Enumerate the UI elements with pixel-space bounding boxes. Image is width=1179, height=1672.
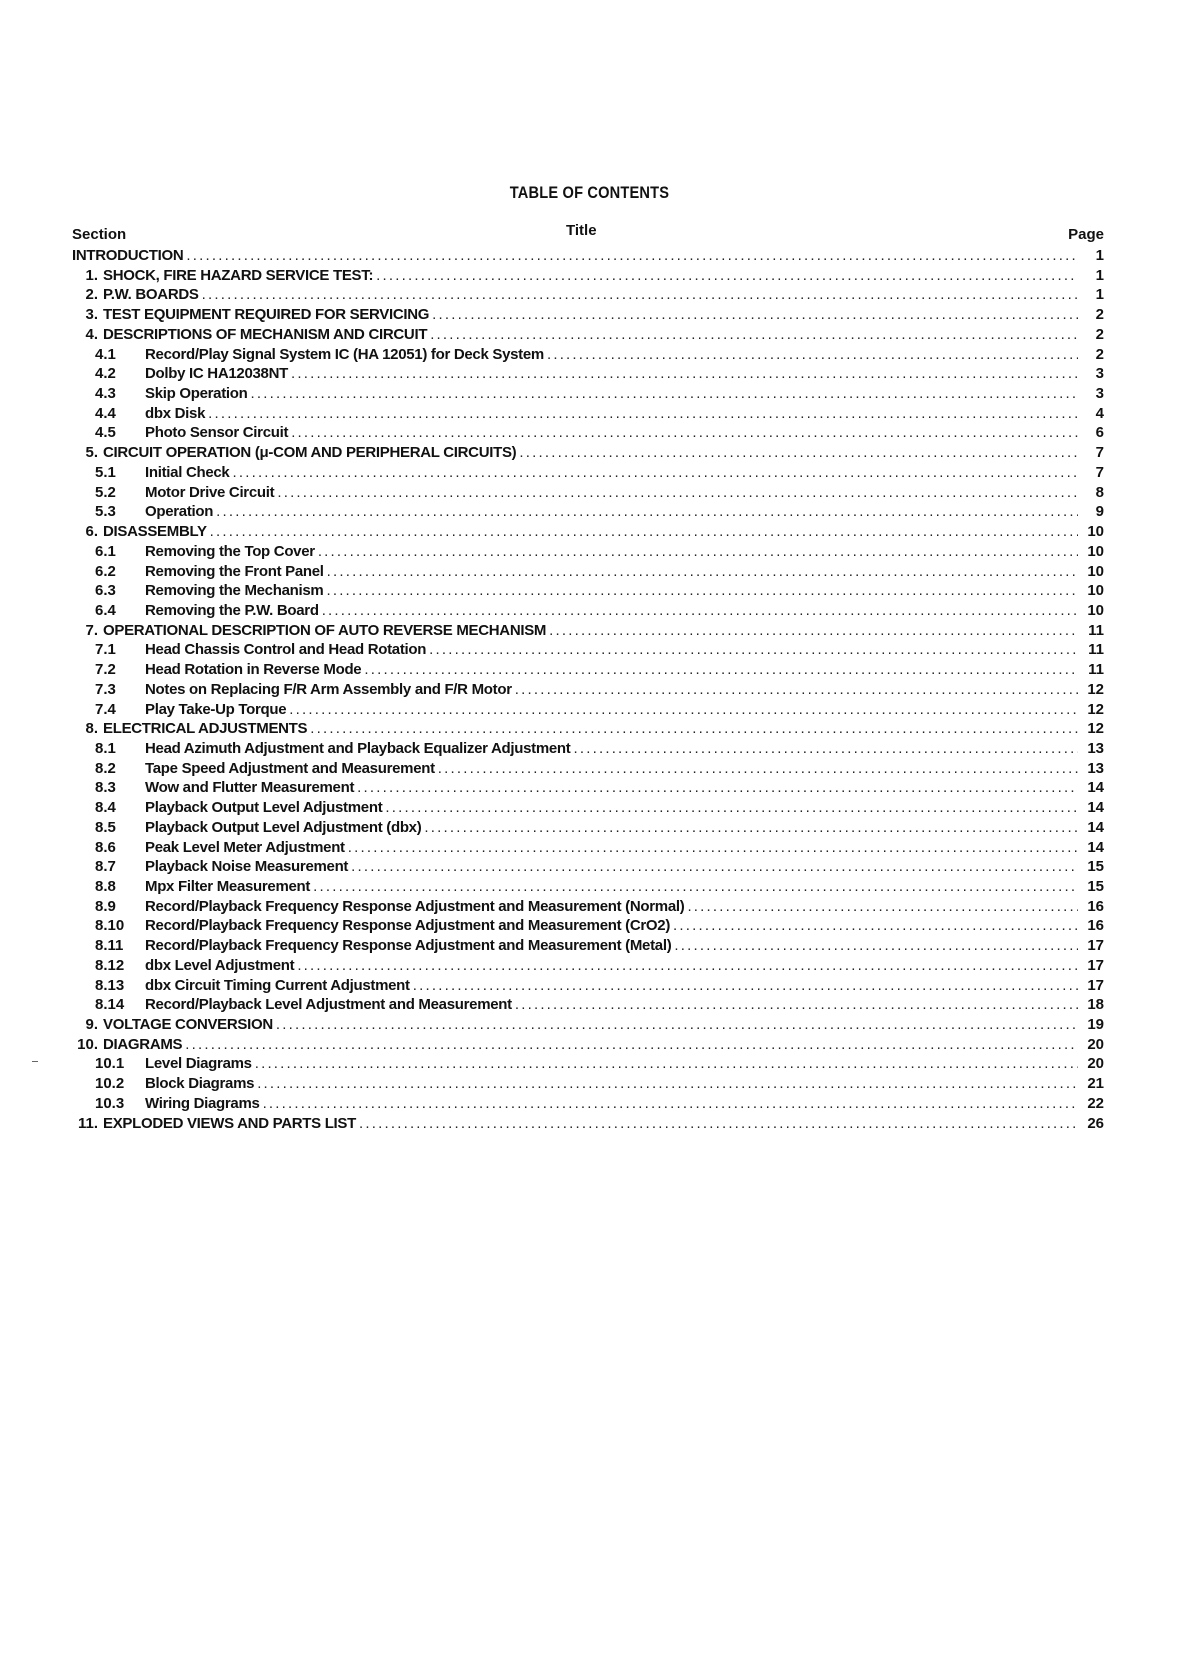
toc-entry-page: 17	[1087, 956, 1104, 974]
toc-entry-page: 10	[1087, 601, 1104, 619]
toc-entry-title: Notes on Replacing F/R Arm Assembly and F/R Motor	[145, 680, 512, 698]
dot-leader	[348, 857, 1078, 877]
toc-entry-page: 20	[1087, 1035, 1104, 1053]
toc-entry-page: 19	[1087, 1016, 1104, 1034]
toc-entry-page: 10	[1087, 582, 1104, 600]
toc-entry-title: Motor Drive Circuit	[145, 483, 275, 501]
toc-list	[72, 246, 1104, 1133]
dot-leader	[252, 1054, 1078, 1074]
toc-entry-number: 10.3	[95, 1094, 125, 1112]
dot-leader	[260, 1094, 1078, 1114]
toc-entry	[72, 502, 1104, 522]
toc-entry-title: Record/Playback Frequency Response Adjustment and Measurement (CrO2)	[145, 917, 671, 935]
toc-entry	[72, 719, 1104, 739]
toc-entry-number: 8.8	[95, 878, 116, 895]
dot-leader	[288, 423, 1078, 443]
dot-leader	[205, 404, 1078, 424]
toc-entry-page: 4	[1095, 404, 1104, 422]
toc-entry	[72, 936, 1104, 956]
toc-entry-title: Mpx Filter Measurement	[145, 878, 311, 895]
toc-entry-number: 5.1	[95, 463, 116, 481]
toc-entry-page: 7	[1095, 444, 1104, 462]
dot-leader	[544, 345, 1078, 365]
toc-entry-page: 16	[1087, 897, 1104, 915]
toc-entry	[72, 404, 1104, 424]
dot-leader	[323, 581, 1078, 601]
toc-entry-title: ELECTRICAL ADJUSTMENTS	[103, 720, 308, 738]
dot-leader	[310, 877, 1078, 897]
toc-entry-page: 14	[1087, 818, 1104, 836]
page-column-header: Page	[1068, 226, 1104, 243]
toc-entry	[72, 364, 1104, 384]
toc-entry-title: Record/Playback Level Adjustment and Measurement	[145, 996, 512, 1014]
dot-leader	[670, 916, 1078, 936]
toc-entry-page: 1	[1095, 266, 1104, 284]
toc-entry-number: 3.	[85, 306, 98, 324]
toc-entry	[72, 601, 1104, 621]
toc-entry	[72, 778, 1104, 798]
toc-entry-title: Dolby IC HA12038NT	[145, 365, 288, 383]
dot-leader	[570, 739, 1078, 759]
toc-entry-title: Playback Output Level Adjustment (dbx)	[145, 818, 422, 836]
toc-entry	[72, 581, 1104, 601]
toc-entry-title: Playback Output Level Adjustment	[145, 799, 383, 817]
toc-entry-title: dbx Circuit Timing Current Adjustment	[145, 976, 410, 994]
toc-entry-title: TEST EQUIPMENT REQUIRED FOR SERVICING	[103, 306, 430, 324]
toc-entry	[72, 995, 1104, 1015]
toc-entry-page: 1	[1095, 286, 1104, 304]
toc-entry-number: 5.2	[95, 483, 116, 501]
toc-entry-title: Playback Noise Measurement	[145, 858, 349, 876]
dot-leader	[207, 522, 1078, 542]
toc-entry-page: 3	[1095, 365, 1104, 383]
toc-entry-number: 8.5	[95, 818, 116, 836]
toc-entry-number: 8.10	[95, 917, 125, 935]
toc-entry	[72, 423, 1104, 443]
dot-leader	[382, 798, 1078, 818]
dot-leader	[684, 897, 1078, 917]
dot-leader	[319, 601, 1078, 621]
dot-leader	[199, 285, 1078, 305]
dot-leader	[427, 325, 1078, 345]
toc-entry-title: Record/Play Signal System IC (HA 12051) for Deck System	[145, 345, 544, 363]
toc-entry-title: Head Azimuth Adjustment and Playback Equalizer Adjustment	[145, 739, 571, 757]
toc-entry	[72, 305, 1104, 325]
toc-entry-title: Removing the P.W. Board	[145, 601, 319, 619]
toc-entry	[72, 285, 1104, 305]
toc-entry	[72, 266, 1104, 286]
toc-entry-page: 2	[1095, 345, 1104, 363]
toc-entry	[72, 345, 1104, 365]
dot-leader	[546, 621, 1078, 641]
toc-entry	[72, 877, 1104, 897]
toc-entry	[72, 838, 1104, 858]
toc-entry-page: 2	[1095, 325, 1104, 343]
toc-entry	[72, 700, 1104, 720]
toc-entry-number: 8.3	[95, 779, 116, 797]
toc-entry-page: 16	[1087, 917, 1104, 935]
toc-entry-title: INTRODUCTION	[72, 247, 184, 264]
toc-entry	[72, 325, 1104, 345]
toc-entry-title: Initial Check	[145, 463, 230, 481]
toc-entry	[72, 680, 1104, 700]
toc-entry-title: CIRCUIT OPERATION (μ-COM AND PERIPHERAL CIRCUITS)	[103, 444, 517, 462]
toc-entry	[72, 1015, 1104, 1035]
dot-leader	[356, 1114, 1078, 1134]
toc-entry-page: 21	[1087, 1075, 1104, 1093]
toc-entry-page: 17	[1087, 937, 1104, 955]
toc-entry-number: 4.5	[95, 424, 116, 442]
toc-entry-page: 12	[1087, 700, 1104, 718]
toc-entry	[72, 897, 1104, 917]
dot-leader	[429, 305, 1078, 325]
toc-entry-number: 8.11	[95, 937, 124, 955]
toc-entry-page: 11	[1088, 661, 1104, 679]
toc-entry-number: 11.	[77, 1114, 98, 1132]
toc-entry-number: 8.7	[95, 858, 116, 876]
toc-entry-page: 8	[1095, 483, 1104, 501]
toc-entry-page: 6	[1095, 424, 1104, 442]
toc-entry-page: 22	[1087, 1094, 1104, 1112]
toc-entry-title: Head Rotation in Reverse Mode	[145, 661, 362, 679]
toc-entry	[72, 522, 1104, 542]
toc-entry-number: 8.4	[95, 799, 116, 817]
dot-leader	[294, 956, 1078, 976]
dot-leader	[324, 562, 1078, 582]
toc-entry-number: 10.2	[95, 1075, 125, 1093]
title-column-header: Title	[566, 222, 597, 239]
toc-entry-page: 17	[1087, 976, 1104, 994]
column-headers	[72, 222, 1104, 242]
toc-entry-page: 2	[1095, 306, 1104, 324]
toc-entry-page: 10	[1087, 542, 1104, 560]
dot-leader	[182, 1035, 1078, 1055]
toc-entry-number: 7.4	[95, 700, 116, 718]
toc-entry-title: Wow and Flutter Measurement	[145, 779, 355, 797]
section-column-header: Section	[72, 226, 127, 243]
toc-entry	[72, 857, 1104, 877]
toc-entry-title: Removing the Mechanism	[145, 582, 324, 600]
toc-entry	[72, 956, 1104, 976]
toc-entry-page: 11	[1088, 641, 1104, 659]
toc-entry	[72, 483, 1104, 503]
toc-entry-number: 8.6	[95, 838, 116, 856]
toc-entry-number: 4.	[85, 325, 98, 343]
toc-entry-page: 26	[1087, 1114, 1104, 1132]
toc-entry-number: 4.4	[95, 404, 116, 422]
toc-entry-number: 8.2	[95, 759, 116, 777]
dot-leader	[426, 640, 1078, 660]
toc-entry-page: 13	[1087, 739, 1104, 757]
toc-entry-title: DISASSEMBLY	[103, 523, 207, 541]
toc-entry-title: DESCRIPTIONS OF MECHANISM AND CIRCUIT	[103, 325, 428, 343]
toc-entry-page: 14	[1087, 799, 1104, 817]
toc-entry-number: 9.	[85, 1016, 98, 1034]
toc-entry-page: 10	[1087, 562, 1104, 580]
dot-leader	[361, 660, 1078, 680]
toc-entry-title: EXPLODED VIEWS AND PARTS LIST	[103, 1114, 356, 1132]
toc-entry-page: 12	[1087, 720, 1104, 738]
toc-entry-page: 11	[1088, 621, 1104, 639]
toc-entry-title: dbx Disk	[145, 404, 206, 422]
toc-entry	[72, 246, 1104, 266]
dot-leader	[315, 542, 1078, 562]
toc-entry-number: 7.	[85, 621, 98, 639]
page-title: TABLE OF CONTENTS	[509, 183, 670, 202]
toc-entry-page: 13	[1087, 759, 1104, 777]
dot-leader	[286, 700, 1078, 720]
toc-entry	[72, 916, 1104, 936]
toc-entry-title: Operation	[145, 503, 214, 521]
toc-entry	[72, 1054, 1104, 1074]
toc-entry-number: 8.1	[95, 739, 116, 757]
toc-entry-title: Peak Level Meter Adjustment	[145, 838, 345, 856]
toc-entry	[72, 562, 1104, 582]
toc-entry	[72, 621, 1104, 641]
toc-entry-number: 10.1	[95, 1055, 125, 1073]
toc-entry-title: Tape Speed Adjustment and Measurement	[145, 759, 435, 777]
toc-entry	[72, 798, 1104, 818]
toc-entry	[72, 1035, 1104, 1055]
scan-mark	[32, 1061, 38, 1062]
toc-entry-number: 7.1	[95, 641, 116, 659]
toc-entry-number: 1.	[85, 266, 98, 284]
dot-leader	[354, 778, 1078, 798]
toc-entry-title: Block Diagrams	[145, 1075, 255, 1093]
toc-entry	[72, 384, 1104, 404]
toc-entry-page: 15	[1087, 858, 1104, 876]
toc-entry-title: P.W. BOARDS	[103, 286, 199, 304]
toc-entry-number: 7.3	[95, 680, 116, 698]
toc-entry-page: 10	[1087, 523, 1104, 541]
toc-entry-title: OPERATIONAL DESCRIPTION OF AUTO REVERSE MECHANISM	[103, 621, 547, 639]
toc-entry-page: 14	[1087, 838, 1104, 856]
toc-entry-page: 20	[1087, 1055, 1104, 1073]
toc-entry-page: 7	[1095, 463, 1104, 481]
toc-entry-number: 6.2	[95, 562, 116, 580]
dot-leader	[512, 995, 1078, 1015]
toc-entry-number: 6.3	[95, 582, 116, 600]
toc-entry	[72, 542, 1104, 562]
toc-entry	[72, 1074, 1104, 1094]
dot-leader	[273, 1015, 1078, 1035]
toc-entry-title: Record/Playback Frequency Response Adjustment and Measurement (Metal)	[145, 937, 672, 955]
dot-leader	[254, 1074, 1078, 1094]
toc-entry-number: 4.2	[95, 365, 116, 383]
dot-leader	[516, 443, 1078, 463]
toc-entry-title: Skip Operation	[145, 385, 248, 403]
toc-entry-number: 10.	[77, 1035, 98, 1053]
dot-leader	[307, 719, 1078, 739]
toc-entry-title: Record/Playback Frequency Response Adjustment and Measurement (Normal)	[145, 897, 685, 915]
dot-leader	[213, 502, 1078, 522]
toc-entry-number: 5.	[85, 444, 98, 462]
toc-entry-number: 4.3	[95, 385, 116, 403]
toc-entry	[72, 443, 1104, 463]
toc-entry-number: 8.14	[95, 996, 125, 1014]
toc-entry-number: 8.	[85, 720, 98, 738]
dot-leader	[421, 818, 1078, 838]
toc-entry	[72, 976, 1104, 996]
dot-leader	[183, 246, 1078, 266]
dot-leader	[373, 266, 1078, 286]
toc-entry-number: 4.1	[95, 345, 116, 363]
toc-entry	[72, 739, 1104, 759]
toc-entry-number: 6.4	[95, 601, 116, 619]
toc-entry	[72, 660, 1104, 680]
toc-entry-title: DIAGRAMS	[103, 1035, 183, 1053]
toc-entry-title: Photo Sensor Circuit	[145, 424, 289, 442]
toc-entry	[72, 759, 1104, 779]
toc-entry-number: 8.12	[95, 956, 125, 974]
dot-leader	[288, 364, 1078, 384]
toc-entry	[72, 463, 1104, 483]
dot-leader	[435, 759, 1078, 779]
dot-leader	[248, 384, 1079, 404]
dot-leader	[345, 838, 1078, 858]
toc-entry-title: Level Diagrams	[145, 1055, 252, 1073]
toc-entry-title: Head Chassis Control and Head Rotation	[145, 641, 427, 659]
toc-entry	[72, 1114, 1104, 1134]
dot-leader	[512, 680, 1078, 700]
toc-entry-title: Wiring Diagrams	[145, 1094, 260, 1112]
toc-entry-page: 12	[1087, 680, 1104, 698]
toc-entry-page: 9	[1095, 503, 1104, 521]
toc-entry-page: 18	[1087, 996, 1104, 1014]
toc-entry-number: 6.1	[95, 542, 116, 560]
toc-entry-page: 1	[1095, 247, 1104, 264]
toc-entry-page: 14	[1087, 779, 1104, 797]
toc-entry-number: 5.3	[95, 503, 116, 521]
toc-entry-page: 3	[1095, 385, 1104, 403]
toc-entry	[72, 818, 1104, 838]
dot-leader	[671, 936, 1078, 956]
toc-entry-title: dbx Level Adjustment	[145, 956, 295, 974]
toc-entry-page: 15	[1087, 878, 1104, 895]
toc-entry-title: SHOCK, FIRE HAZARD SERVICE TEST:	[103, 266, 374, 284]
toc-entry-number: 6.	[85, 523, 98, 541]
dot-leader	[410, 976, 1078, 996]
toc-entry-number: 2.	[85, 286, 98, 304]
dot-leader	[274, 483, 1078, 503]
dot-leader	[229, 463, 1078, 483]
toc-entry-number: 7.2	[95, 661, 116, 679]
toc-entry	[72, 1094, 1104, 1114]
toc-entry-title: VOLTAGE CONVERSION	[103, 1016, 273, 1034]
toc-entry-title: Play Take-Up Torque	[145, 700, 287, 718]
toc-entry-number: 8.13	[95, 976, 125, 994]
toc-entry-number: 8.9	[95, 897, 116, 915]
toc-entry-title: Removing the Front Panel	[145, 562, 324, 580]
toc-entry	[72, 640, 1104, 660]
toc-entry-title: Removing the Top Cover	[145, 542, 315, 560]
